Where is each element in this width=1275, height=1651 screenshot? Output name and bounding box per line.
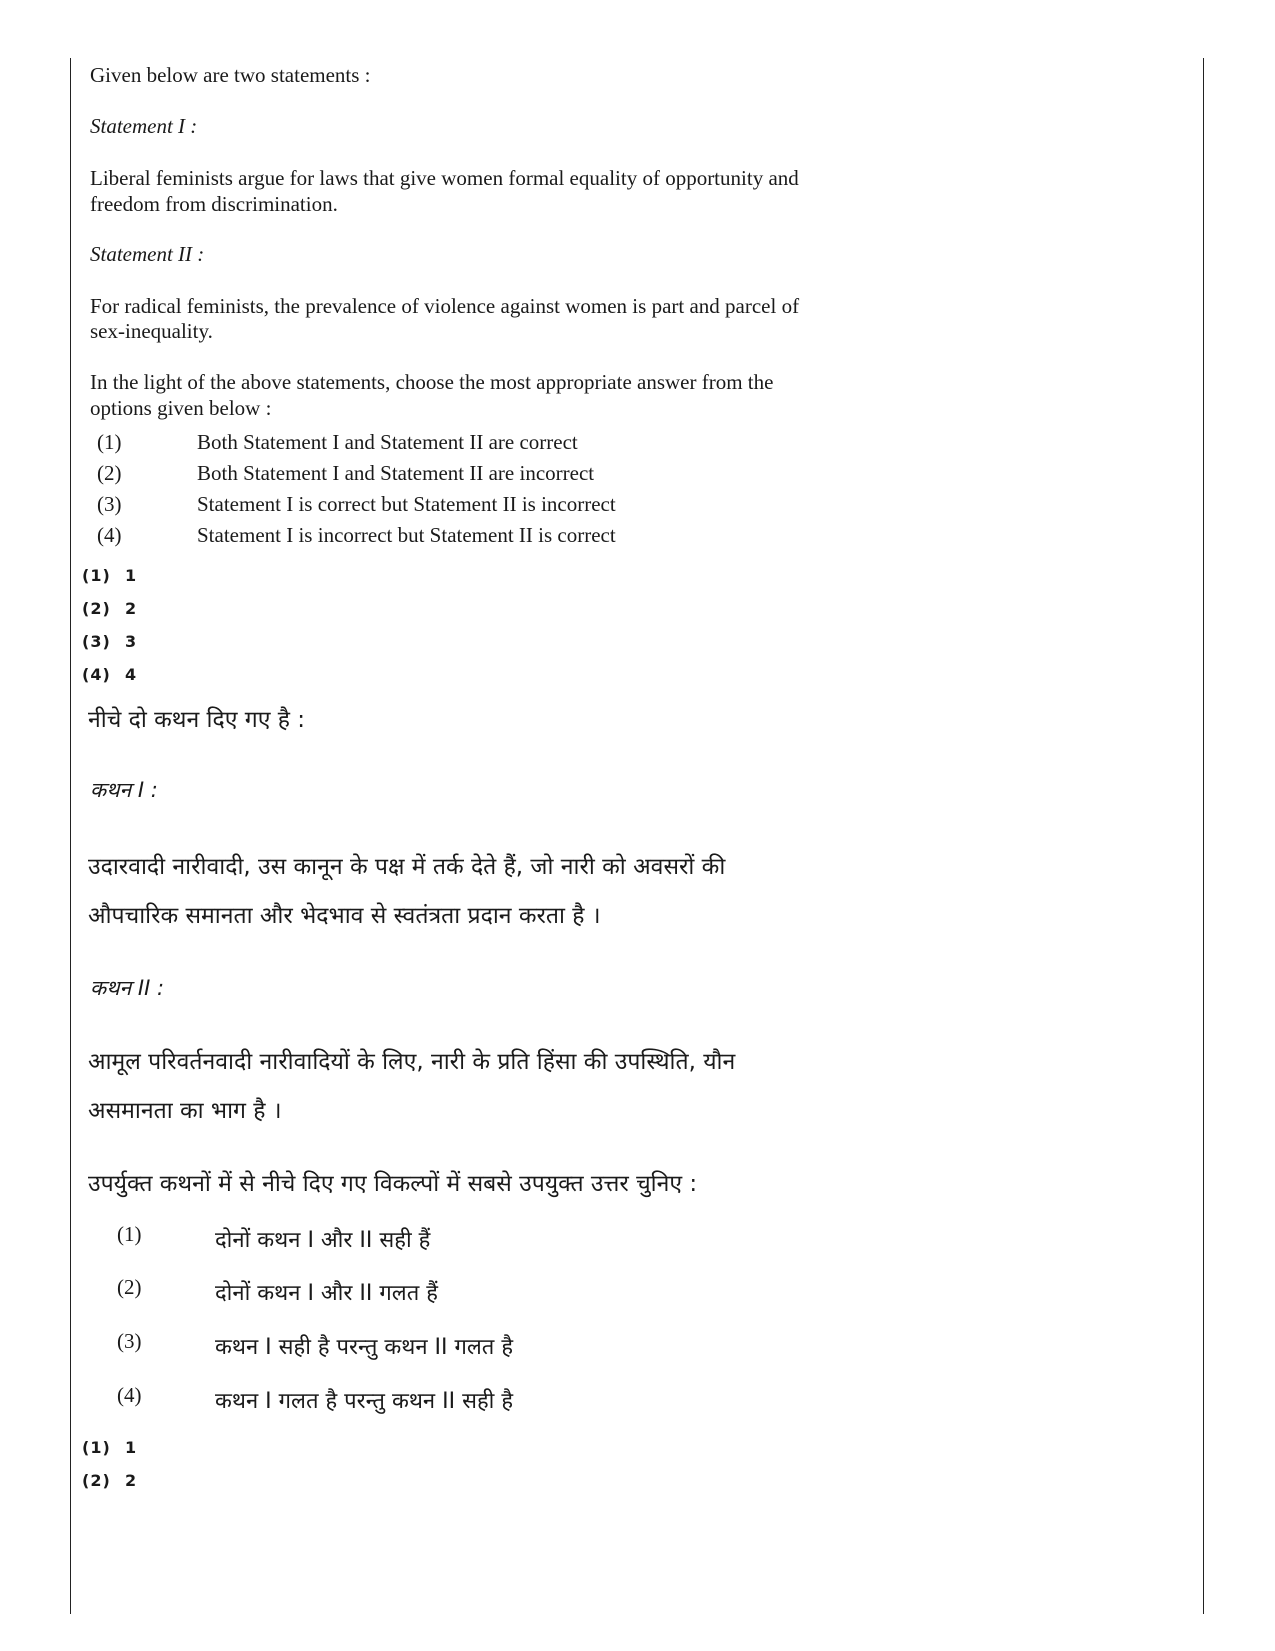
answer-key-4-number: (4): [82, 665, 111, 684]
statement-2-label: Statement II :: [90, 242, 205, 266]
hindi-statement-1-line-2: औपचारिक समानता और भेदभाव से स्वतंत्रता प्रदान करता है ।: [88, 903, 601, 929]
answer-key-2-2-value: 2: [125, 1471, 138, 1490]
hindi-instruction: उपर्युक्त कथनों में से नीचे दिए गए विकल्पों में सबसे उपयुक्त उत्तर चुनिए :: [88, 1171, 698, 1197]
answer-key-2-number: (2): [82, 599, 111, 618]
statement-1-label: Statement I :: [90, 114, 198, 138]
instruction-line-2: options given below :: [90, 396, 272, 420]
answer-key-3-value: 3: [125, 632, 138, 651]
hindi-option-1-number: (1): [117, 1222, 142, 1246]
option-1-text: Both Statement I and Statement II are correct: [197, 430, 578, 454]
answer-key-3-number: (3): [82, 632, 111, 651]
intro-text: Given below are two statements :: [90, 63, 371, 87]
hindi-statement-1-line-1: उदारवादी नारीवादी, उस कानून के पक्ष में तर्क देते हैं, जो नारी को अवसरों की: [88, 854, 726, 880]
statement-2-line-1: For radical feminists, the prevalence of violence against women is part and parcel of: [90, 294, 800, 318]
left-border-line: [70, 58, 71, 1614]
statement-1-line-2: freedom from discrimination.: [90, 192, 338, 216]
hindi-option-2-text: दोनों कथन I और II गलत हैं: [215, 1281, 438, 1306]
statement-2-line-2: sex-inequality.: [90, 319, 213, 343]
hindi-statement-2-label: कथन II :: [90, 976, 165, 1000]
option-3-text: Statement I is correct but Statement II is incorrect: [197, 492, 616, 516]
hindi-option-1-text: दोनों कथन I और II सही हैं: [215, 1228, 431, 1253]
hindi-option-2-number: (2): [117, 1275, 142, 1299]
hindi-option-3-number: (3): [117, 1329, 142, 1353]
answer-key-1-value: 1: [125, 566, 138, 585]
option-3-number: (3): [97, 492, 122, 516]
answer-key-1-number: (1): [82, 566, 111, 585]
hindi-statement-1-label: कथन I :: [90, 778, 158, 802]
right-border-line: [1203, 58, 1204, 1614]
hindi-option-4-text: कथन I गलत है परन्तु कथन II सही है: [215, 1389, 514, 1414]
answer-key-2-1-number: (1): [82, 1438, 111, 1457]
option-4-number: (4): [97, 523, 122, 547]
hindi-statement-2-line-2: असमानता का भाग है ।: [88, 1098, 282, 1124]
hindi-intro-text: नीचे दो कथन दिए गए है :: [88, 707, 306, 733]
instruction-line-1: In the light of the above statements, choose the most appropriate answer from the: [90, 370, 774, 394]
option-4-text: Statement I is incorrect but Statement II is correct: [197, 523, 616, 547]
option-1-number: (1): [97, 430, 122, 454]
hindi-option-3-text: कथन I सही है परन्तु कथन II गलत है: [215, 1335, 514, 1360]
answer-key-4-value: 4: [125, 665, 138, 684]
answer-key-2-1-value: 1: [125, 1438, 138, 1457]
hindi-statement-2-line-1: आमूल परिवर्तनवादी नारीवादियों के लिए, नारी के प्रति हिंसा की उपस्थिति, यौन: [88, 1049, 736, 1075]
answer-key-2-2-number: (2): [82, 1471, 111, 1490]
answer-key-2-value: 2: [125, 599, 138, 618]
statement-1-line-1: Liberal feminists argue for laws that give women formal equality of opportunity and: [90, 166, 799, 190]
hindi-option-4-number: (4): [117, 1383, 142, 1407]
option-2-text: Both Statement I and Statement II are incorrect: [197, 461, 595, 485]
option-2-number: (2): [97, 461, 122, 485]
